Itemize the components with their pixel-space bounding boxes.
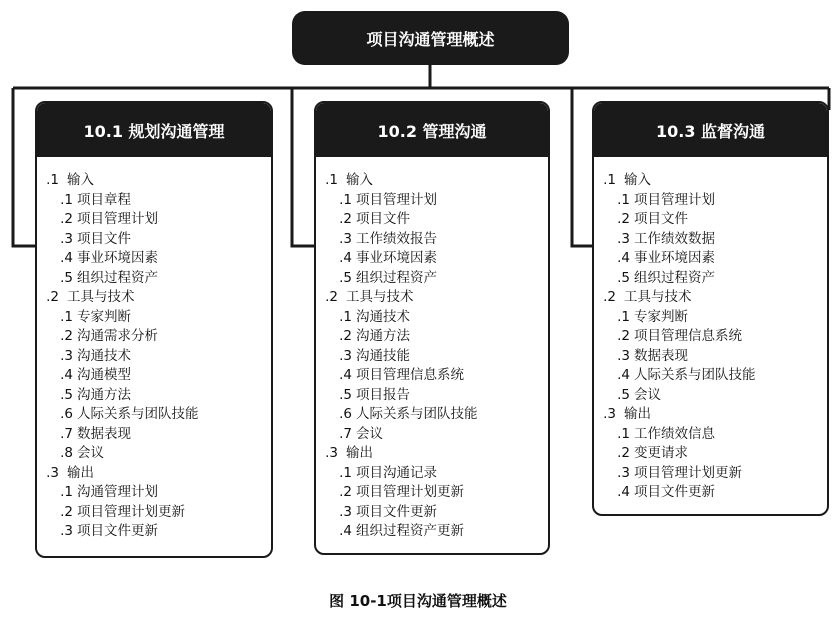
list-item [324, 503, 548, 523]
list-item [602, 230, 827, 250]
list-item [602, 327, 827, 347]
list-item [324, 386, 548, 406]
item-label: 项目文件 [356, 211, 410, 227]
list-item [45, 503, 271, 523]
process-title: 10.1 规划沟通管理 [37, 103, 271, 157]
group-number: .1 [46, 172, 59, 188]
group-number: .2 [46, 289, 59, 305]
item-label: 人际关系与团队技能 [356, 406, 478, 422]
item-label: 项目文件更新 [77, 523, 158, 539]
item-label: 沟通技能 [356, 347, 410, 364]
list-item [45, 483, 271, 503]
item-label: 项目管理计划更新 [77, 503, 185, 520]
list-item [602, 269, 827, 289]
item-number: .5 [617, 386, 630, 403]
item-number: .1 [60, 484, 73, 500]
item-label: 数据表现 [634, 347, 688, 364]
group-title [45, 288, 271, 308]
item-number: .5 [60, 386, 73, 403]
list-item [324, 191, 548, 211]
group-label: 工具与技术 [67, 289, 135, 305]
list-item [602, 444, 827, 464]
list-item [602, 386, 827, 406]
process-box-2 [314, 101, 550, 555]
item-number: .8 [60, 445, 73, 461]
process-box-3 [592, 101, 829, 516]
list-item [45, 347, 271, 367]
item-label: 项目管理计划 [634, 191, 715, 208]
group-number: .3 [46, 464, 59, 481]
item-number: .2 [339, 328, 352, 344]
list-item [324, 425, 548, 445]
item-label: 项目管理计划 [77, 211, 158, 227]
item-label: 组织过程资产更新 [356, 523, 464, 539]
item-number: .3 [339, 347, 352, 364]
item-label: 项目管理计划更新 [356, 484, 464, 500]
item-number: .3 [60, 230, 73, 247]
item-label: 沟通技术 [356, 308, 410, 325]
item-label: 项目文件 [634, 211, 688, 227]
item-number: .5 [617, 269, 630, 286]
group-label: 输入 [67, 172, 94, 188]
list-item [45, 386, 271, 406]
item-label: 沟通技术 [77, 347, 131, 364]
list-item [45, 366, 271, 386]
item-number: .3 [617, 230, 630, 247]
list-item [602, 249, 827, 269]
list-item [45, 191, 271, 211]
group-title [324, 288, 548, 308]
item-label: 组织过程资产 [356, 269, 437, 286]
item-label: 组织过程资产 [77, 269, 158, 286]
item-label: 事业环境因素 [356, 250, 437, 266]
item-label: 项目沟通记录 [356, 464, 437, 481]
item-label: 项目文件 [77, 230, 131, 247]
process-title: 10.2 管理沟通 [316, 103, 548, 157]
list-item [45, 522, 271, 542]
item-number: .2 [339, 484, 352, 500]
group-title [45, 464, 271, 484]
group-title [602, 171, 827, 191]
item-label: 人际关系与团队技能 [77, 406, 199, 422]
item-label: 数据表现 [77, 425, 131, 442]
list-item [324, 464, 548, 484]
group-label: 工具与技术 [624, 289, 692, 305]
connector-right [572, 88, 594, 246]
item-number: .3 [60, 347, 73, 364]
item-number: .5 [339, 269, 352, 286]
item-label: 项目文件更新 [356, 503, 437, 520]
group-title [45, 171, 271, 191]
item-label: 专家判断 [634, 308, 688, 325]
list-item [45, 210, 271, 230]
process-body [316, 157, 548, 542]
item-number: .4 [617, 367, 630, 383]
item-label: 沟通管理计划 [77, 484, 158, 500]
item-number: .5 [339, 386, 352, 403]
item-number: .4 [339, 523, 352, 539]
group-number: .2 [603, 289, 616, 305]
item-number: .1 [617, 308, 630, 325]
list-item [324, 522, 548, 542]
item-number: .2 [60, 503, 73, 520]
item-number: .4 [617, 484, 630, 500]
item-label: 沟通模型 [77, 367, 131, 383]
item-label: 项目章程 [77, 191, 131, 208]
group-label: 工具与技术 [346, 289, 414, 305]
list-item [45, 425, 271, 445]
root-title: 项目沟通管理概述 [366, 29, 495, 49]
item-label: 会议 [77, 445, 104, 461]
list-item [324, 249, 548, 269]
list-item [324, 308, 548, 328]
item-number: .4 [60, 250, 73, 266]
connector-left [13, 88, 36, 246]
item-label: 项目管理计划更新 [634, 464, 742, 481]
group-title [324, 171, 548, 191]
item-number: .2 [60, 211, 73, 227]
item-number: .1 [339, 464, 352, 481]
list-item [45, 444, 271, 464]
list-item [324, 230, 548, 250]
process-box-1 [35, 101, 273, 558]
item-label: 会议 [356, 425, 383, 442]
item-number: .5 [60, 269, 73, 286]
item-label: 项目管理信息系统 [634, 328, 742, 344]
item-number: .7 [339, 425, 352, 442]
list-item [602, 347, 827, 367]
item-number: .1 [617, 191, 630, 208]
list-item [45, 327, 271, 347]
process-body [37, 157, 271, 542]
list-item [324, 210, 548, 230]
list-item [45, 405, 271, 425]
list-item [45, 308, 271, 328]
item-number: .2 [617, 328, 630, 344]
item-number: .2 [60, 328, 73, 344]
list-item [602, 425, 827, 445]
item-label: 变更请求 [634, 445, 688, 461]
list-item [602, 191, 827, 211]
group-label: 输入 [624, 172, 651, 188]
item-label: 事业环境因素 [634, 250, 715, 266]
list-item [324, 405, 548, 425]
item-number: .1 [60, 191, 73, 208]
item-number: .2 [617, 211, 630, 227]
item-number: .3 [60, 523, 73, 539]
item-number: .3 [339, 503, 352, 520]
list-item [45, 230, 271, 250]
item-number: .4 [339, 250, 352, 266]
group-number: .1 [325, 172, 338, 188]
item-number: .3 [339, 230, 352, 247]
item-number: .1 [339, 191, 352, 208]
group-title [602, 405, 827, 425]
figure-caption: 图 10-1项目沟通管理概述 [329, 592, 507, 610]
group-number: .3 [325, 445, 338, 461]
item-label: 沟通方法 [77, 386, 131, 403]
group-number: .2 [325, 289, 338, 305]
group-number: .3 [603, 406, 616, 422]
item-number: .3 [617, 347, 630, 364]
item-label: 项目管理计划 [356, 191, 437, 208]
group-number: .1 [603, 172, 616, 188]
item-number: .6 [339, 406, 352, 422]
item-number: .6 [60, 406, 73, 422]
list-item [602, 464, 827, 484]
item-number: .7 [60, 425, 73, 442]
item-label: 工作绩效数据 [634, 230, 715, 247]
item-label: 事业环境因素 [77, 250, 158, 266]
list-item [45, 249, 271, 269]
list-item [602, 210, 827, 230]
item-label: 会议 [634, 386, 661, 403]
group-title [602, 288, 827, 308]
process-body [594, 157, 827, 503]
item-number: .4 [339, 367, 352, 383]
list-item [602, 483, 827, 503]
item-number: .2 [617, 445, 630, 461]
list-item [602, 366, 827, 386]
item-number: .1 [339, 308, 352, 325]
connector-middle [292, 88, 315, 246]
item-number: .4 [617, 250, 630, 266]
process-title: 10.3 监督沟通 [594, 103, 827, 157]
item-number: .4 [60, 367, 73, 383]
list-item [602, 308, 827, 328]
list-item [324, 483, 548, 503]
list-item [324, 269, 548, 289]
group-label: 输入 [346, 172, 373, 188]
item-label: 沟通方法 [356, 328, 410, 344]
item-label: 组织过程资产 [634, 269, 715, 286]
item-label: 人际关系与团队技能 [634, 367, 756, 383]
item-label: 项目管理信息系统 [356, 367, 464, 383]
list-item [324, 347, 548, 367]
group-label: 输出 [624, 406, 651, 422]
group-label: 输出 [346, 445, 373, 461]
item-label: 工作绩效报告 [356, 230, 437, 247]
item-label: 项目报告 [356, 386, 410, 403]
item-number: .3 [617, 464, 630, 481]
item-number: .2 [339, 211, 352, 227]
item-number: .1 [617, 425, 630, 442]
group-label: 输出 [67, 464, 94, 481]
list-item [324, 327, 548, 347]
item-number: .1 [60, 308, 73, 325]
list-item [45, 269, 271, 289]
group-title [324, 444, 548, 464]
item-label: 工作绩效信息 [634, 425, 715, 442]
item-label: 项目文件更新 [634, 484, 715, 500]
item-label: 专家判断 [77, 308, 131, 325]
list-item [324, 366, 548, 386]
item-label: 沟通需求分析 [77, 328, 158, 344]
root-title-box [292, 11, 569, 65]
